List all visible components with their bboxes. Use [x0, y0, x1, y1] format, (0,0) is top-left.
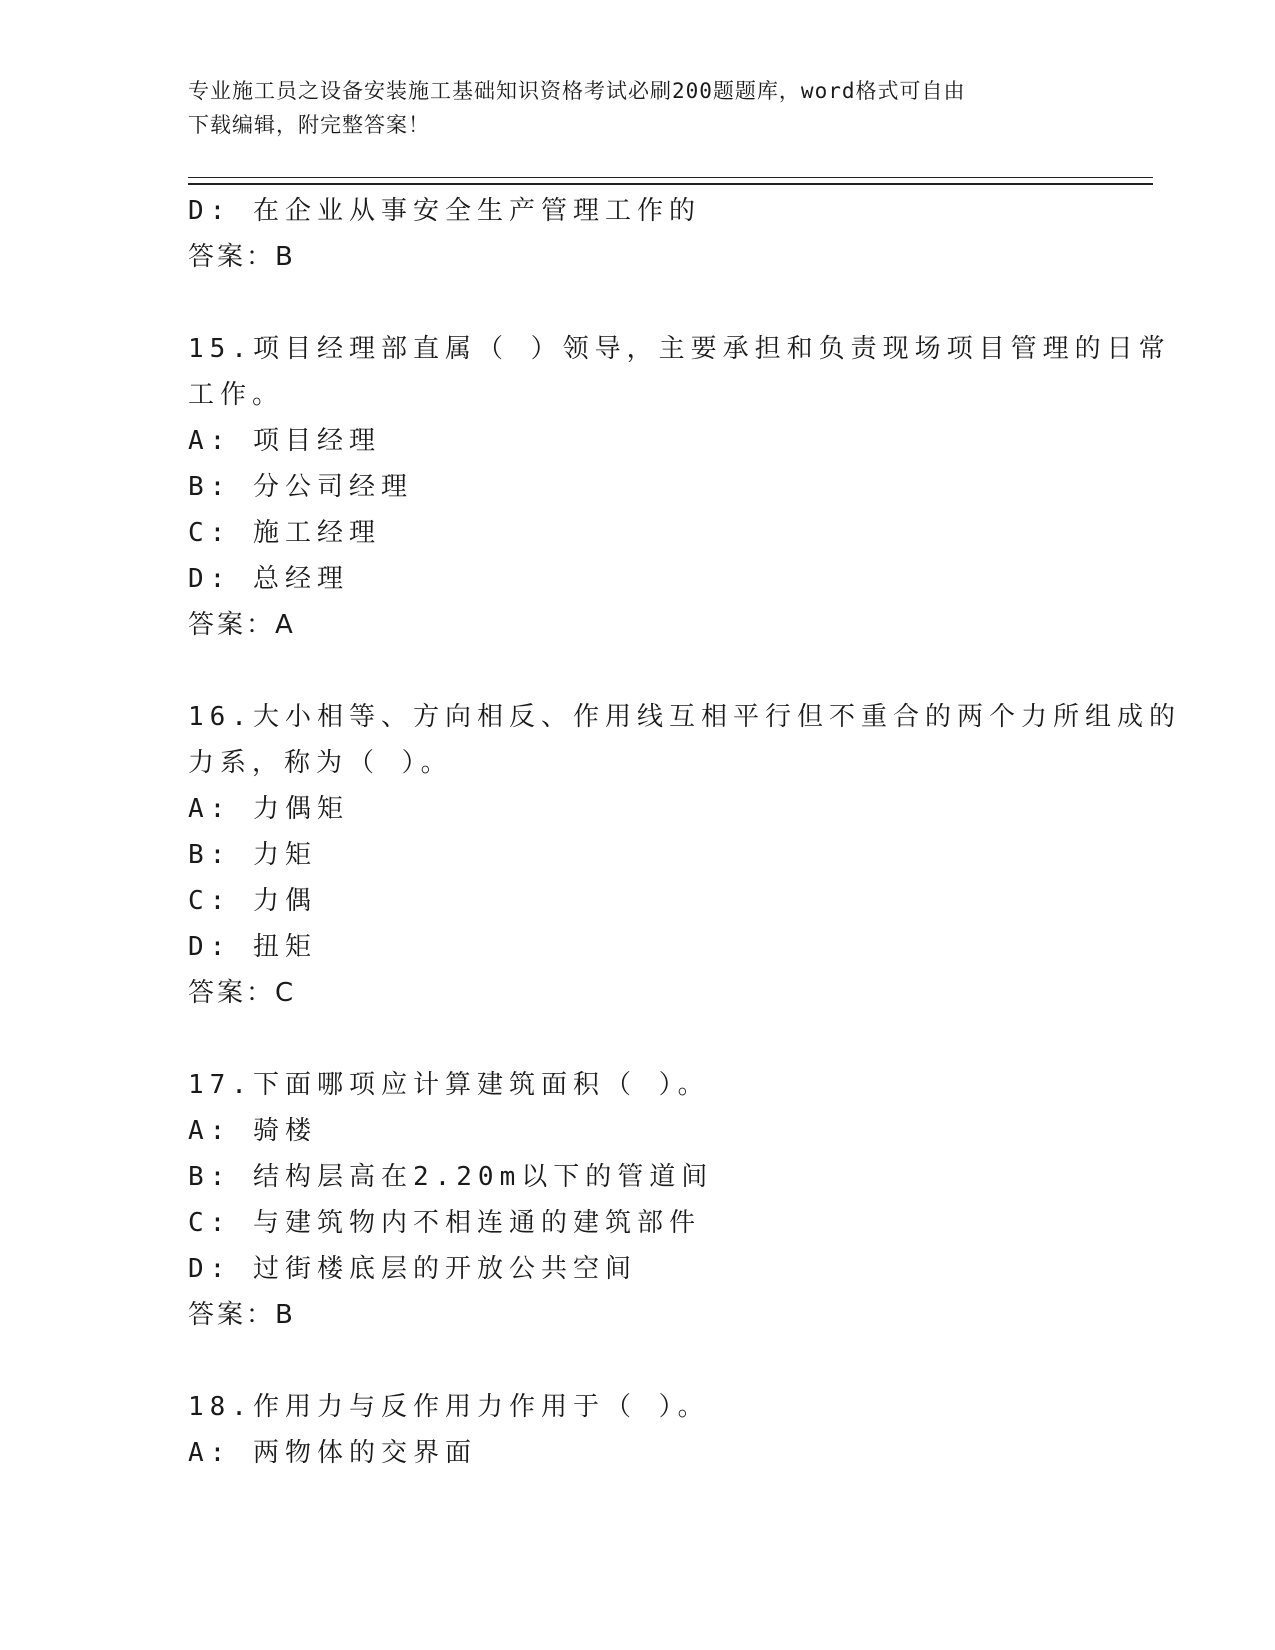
question-content [188, 188, 1181, 1476]
question-stem-line-1: 18.作用力与反作用力作用于（ ）。 [188, 1392, 710, 1422]
option-a: A: 两物体的交界面 [188, 1438, 477, 1468]
question-stem-line-2: 力系，称为（ ）。 [188, 748, 453, 778]
question-stem-line-1: 15.项目经理部直属（ ）领导，主要承担和负责现场项目管理的日常 [188, 334, 1171, 364]
option-b: B: 结构层高在2.20m以下的管道间 [188, 1162, 714, 1192]
answer: 答案：B [188, 1300, 296, 1330]
option-d: D: 扭矩 [188, 932, 317, 962]
option-d: D: 过街楼底层的开放公共空间 [188, 1254, 637, 1284]
question-15 [188, 326, 1171, 648]
option-c: C: 与建筑物内不相连通的建筑部件 [188, 1208, 701, 1238]
question-stem-line-1: 16.大小相等、方向相反、作用线互相平行但不重合的两个力所组成的 [188, 702, 1181, 732]
question-17 [188, 1062, 1088, 1338]
option-d: D: 总经理 [188, 564, 349, 594]
spacer [188, 1338, 1088, 1384]
spacer [188, 1016, 1088, 1062]
option-a: A: 骑楼 [188, 1116, 317, 1146]
question-stem-line-2: 工作。 [188, 380, 285, 410]
spacer [188, 280, 1088, 326]
option-d: D: 在企业从事安全生产管理工作的 [188, 196, 701, 226]
question-18 [188, 1384, 1088, 1476]
page-header [188, 74, 1068, 142]
answer: 答案：A [188, 610, 296, 640]
answer: 答案：C [188, 978, 297, 1008]
option-c: C: 施工经理 [188, 518, 381, 548]
spacer [188, 648, 1088, 694]
option-b: B: 力矩 [188, 840, 317, 870]
header-title-line-1: 专业施工员之设备安装施工基础知识资格考试必刷200题题库，word格式可自由 [188, 79, 966, 103]
option-a: A: 力偶矩 [188, 794, 349, 824]
option-c: C: 力偶 [188, 886, 317, 916]
option-b: B: 分公司经理 [188, 472, 413, 502]
carryover-question [188, 188, 1088, 280]
option-a: A: 项目经理 [188, 426, 381, 456]
answer: 答案：B [188, 242, 296, 272]
header-divider [188, 177, 1153, 185]
header-title-line-2: 下载编辑，附完整答案！ [188, 113, 430, 137]
question-16 [188, 694, 1181, 1016]
question-stem-line-1: 17.下面哪项应计算建筑面积（ ）。 [188, 1070, 710, 1100]
